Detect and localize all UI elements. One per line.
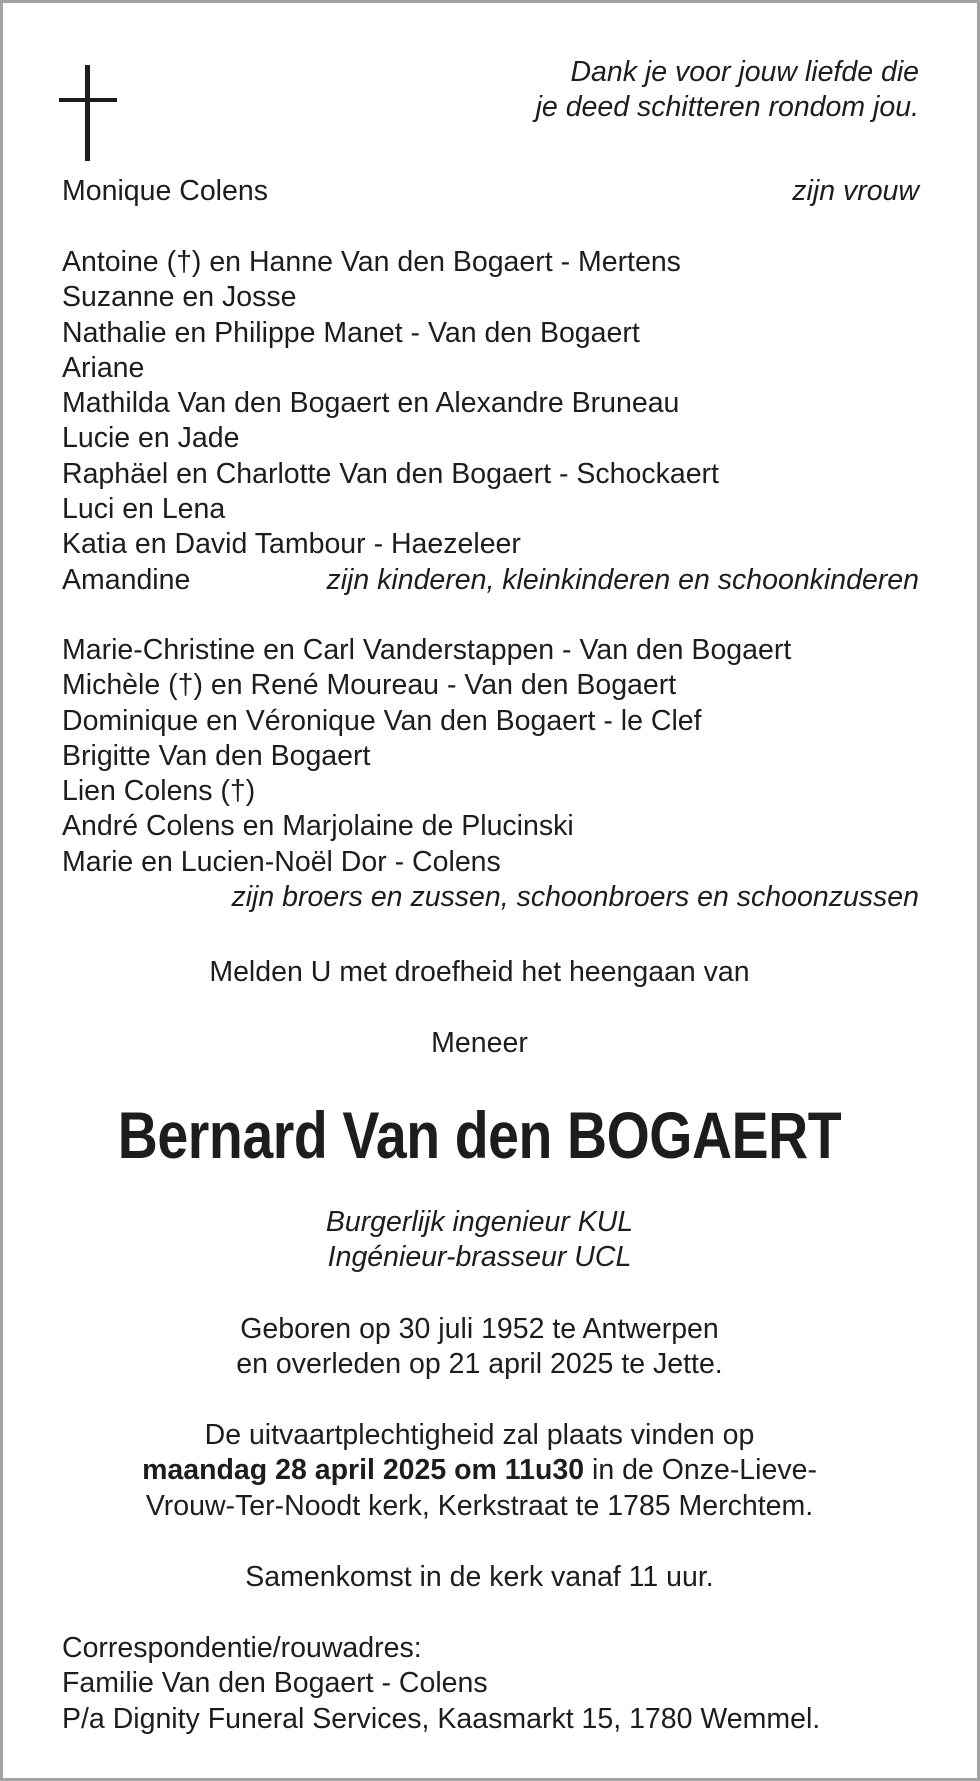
list-item: Amandine <box>62 563 191 596</box>
list-item: Lien Colens (†) <box>62 775 256 808</box>
quote-line-1: Dank je voor jouw liefde die <box>570 56 919 88</box>
list-item: Antoine (†) en Hanne Van den Bogaert - Mertens <box>62 246 681 278</box>
list-item: Dominique en Véronique Van den Bogaert - le Clef <box>62 704 702 737</box>
list-item: Nathalie en Philippe Manet - Van den Bogaert <box>62 316 640 349</box>
list-item: Lucie en Jade <box>62 422 240 455</box>
list-item: Brigitte Van den Bogaert <box>62 739 371 772</box>
correspondence-label: Correspondentie/rouwadres: <box>62 1632 422 1664</box>
siblings-list <box>62 633 932 880</box>
list-item: Suzanne en Josse <box>62 281 297 314</box>
title-line-1: Burgerlijk ingenieur KUL <box>325 1206 634 1238</box>
spouse-name: Monique Colens <box>62 175 268 207</box>
children-relation: zijn kinderen, kleinkinderen en schoonkinderen <box>326 563 919 596</box>
list-item: Ariane <box>62 351 145 384</box>
birth-death-dates <box>0 1312 977 1383</box>
list-item: André Colens en Marjolaine de Plucinski <box>62 810 574 843</box>
list-item: Michèle (†) en René Moureau - Van den Bogaert <box>62 669 677 702</box>
memorial-quote <box>536 55 919 126</box>
cross-icon <box>59 65 117 161</box>
correspondence-line-1: Familie Van den Bogaert - Colens <box>62 1667 488 1700</box>
funeral-line-2 <box>0 1453 977 1488</box>
list-item: Luci en Lena <box>62 493 226 526</box>
title-line-2: Ingénieur-brasseur UCL <box>327 1241 632 1274</box>
correspondence-line-2: P/a Dignity Funeral Services, Kaasmarkt 15, 1780 Wemmel. <box>62 1702 821 1735</box>
funeral-line-3: Vrouw-Ter-Noodt kerk, Kerkstraat te 1785 Merchtem. <box>145 1489 814 1522</box>
announcement-text: Melden U met droefheid het heengaan van <box>209 956 750 988</box>
list-item: Marie-Christine en Carl Vanderstappen - Van den Bogaert <box>62 634 792 666</box>
deceased-name: Bernard Van den BOGAERT <box>117 1098 842 1172</box>
gathering-text: Samenkomst in de kerk vanaf 11 uur. <box>245 1561 714 1593</box>
funeral-line-2-rest: in de Onze-Lieve- <box>584 1454 817 1487</box>
professional-titles <box>0 1205 977 1276</box>
children-list <box>62 245 932 598</box>
birth-line: Geboren op 30 juli 1952 te Antwerpen <box>240 1313 719 1345</box>
list-item: Marie en Lucien-Noël Dor - Colens <box>62 845 501 878</box>
list-item: Mathilda Van den Bogaert en Alexandre Bruneau <box>62 387 680 420</box>
list-item: Raphäel en Charlotte Van den Bogaert - Schockaert <box>62 457 719 490</box>
funeral-date: maandag 28 april 2025 om 11u30 <box>142 1454 585 1487</box>
funeral-details <box>0 1418 977 1524</box>
spouse-relation: zijn vrouw <box>792 175 919 207</box>
siblings-relation: zijn broers en zussen, schoonbroers en schoonzussen <box>231 881 919 913</box>
list-item: Katia en David Tambour - Haezeleer <box>62 528 521 561</box>
spouse-row <box>62 174 919 209</box>
funeral-line-1: De uitvaartplechtigheid zal plaats vinden op <box>204 1419 755 1451</box>
honorific: Meneer <box>431 1027 528 1059</box>
quote-line-2: je deed schitteren rondom jou. <box>535 91 919 124</box>
correspondence-address <box>62 1631 932 1737</box>
death-line: en overleden op 21 april 2025 te Jette. <box>236 1348 723 1381</box>
